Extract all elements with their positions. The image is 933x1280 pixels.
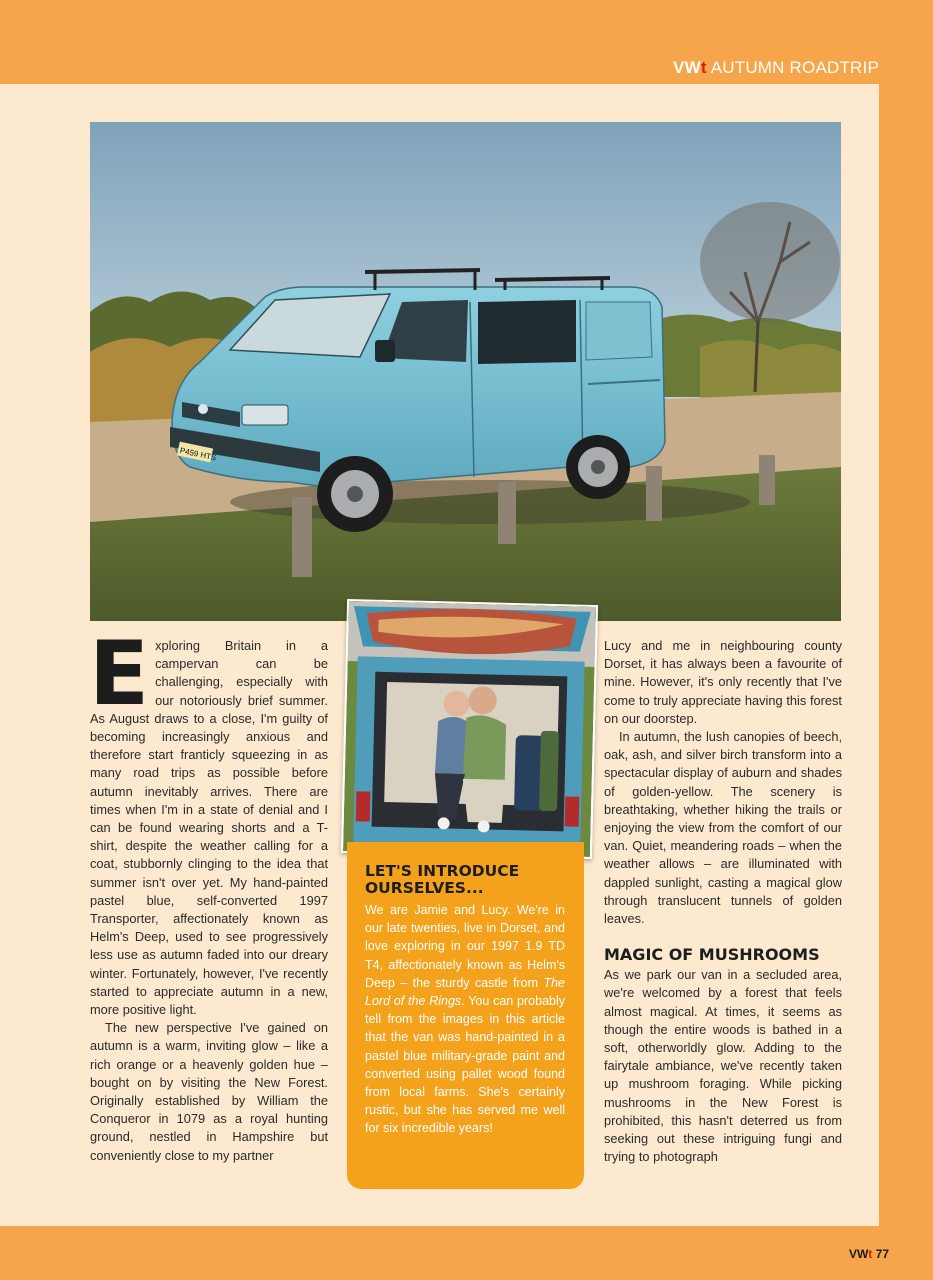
article-paragraph-5: As we park our van in a secluded area, we're welcomed by a forest that feels almost magical. At times, it seems as though the entire woods is bathed in a soft, otherworldly glow. Adding to the fairytale ambiance, we've recently taken up mushroom foraging. While picking mushrooms in the New Forest is prohibited, this hasn't deterred us from seeking out these intriguing fungi and trying to photograph bbox=[604, 967, 842, 1165]
drop-cap: E bbox=[89, 622, 150, 725]
section-title: AUTUMN ROADTRIP bbox=[710, 58, 879, 77]
sidebar-body: We are Jamie and Lucy. We're in our late twenties, live in Dorset, and love exploring in our 1997 1.9 TD T4, affectionately known as Helm's Deep – the sturdy castle from The Lord of the Rings. You can probably tell from the images in this article that the van was hand-painted in a pastel blue military-grade paint and converted using pallet wood found from local farms. She's certainly rustic, but she has served me well for six incredible years! bbox=[365, 903, 565, 1136]
article-paragraph-2: The new perspective I've gained on autumn is a warm, inviting glow – like a rich orange or a heavenly golden hue – bought on by visiting the New Forest. Originally established by William the Conqueror in 1079 as a royal hunting ground, nestled in Hampshire but conveniently close to my partner bbox=[90, 1020, 328, 1163]
article-paragraph-4: In autumn, the lush canopies of beech, oak, ash, and silver birch transform into a spectacular display of auburn and shades of golden-yellow. The scenery is breathtaking, whether hiking the trails or enjoying the view from the comfort of our van. Quiet, meandering roads – when the weather allows – are illuminated with dappled sunlight, casting a magical glow through translucent tunnels of golden leaves. bbox=[604, 729, 842, 927]
intro-sidebar-box bbox=[347, 842, 584, 1189]
folio-logo: VWt bbox=[848, 1247, 873, 1261]
section-subheading: MAGIC OF MUSHROOMS bbox=[604, 945, 820, 965]
article-column-2 bbox=[604, 637, 842, 1166]
article-column-1 bbox=[89, 622, 328, 1165]
couple-in-van-illustration bbox=[343, 601, 596, 857]
campervan-illustration bbox=[90, 122, 841, 621]
number-plate: P459 HTS bbox=[179, 445, 218, 463]
inset-photo-couple bbox=[341, 599, 598, 859]
main-photo-campervan bbox=[90, 122, 841, 621]
page-folio bbox=[849, 1247, 889, 1261]
page-number: 77 bbox=[875, 1247, 889, 1261]
article-paragraph-1: Exploring Britain in a campervan can be challenging, especially with our notoriously brief summer. As August draws to a close, I'm guilty of becoming increasingly anxious and therefore start franticly squeezing in as many road trips as possible before autumn inevitably arrives. There are times when I'm in a state of denial and I can be found wearing shorts and a T-shirt, despite the weather calling for a coat, stubbornly clinging to the idea that summer isn't over yet. My hand-painted pastel blue, self-converted 1997 Transporter, affectionately known as Helm's Deep, used to see progressively less use as autumn faded into our dreary winter. Fortunately, however, I've recently started to appreciate autumn in a new, more positive light. bbox=[89, 622, 328, 1018]
magazine-logo: VWt bbox=[673, 58, 707, 77]
article-paragraph-3: Lucy and me in neighbouring county Dorset, it has always been a favourite of mine. However, it's only recently that I've come to truly appreciate having this forest on our doorstep. bbox=[604, 638, 842, 726]
section-header bbox=[673, 58, 879, 78]
sidebar-heading: LET'S INTRODUCE OURSELVES... bbox=[365, 862, 520, 897]
